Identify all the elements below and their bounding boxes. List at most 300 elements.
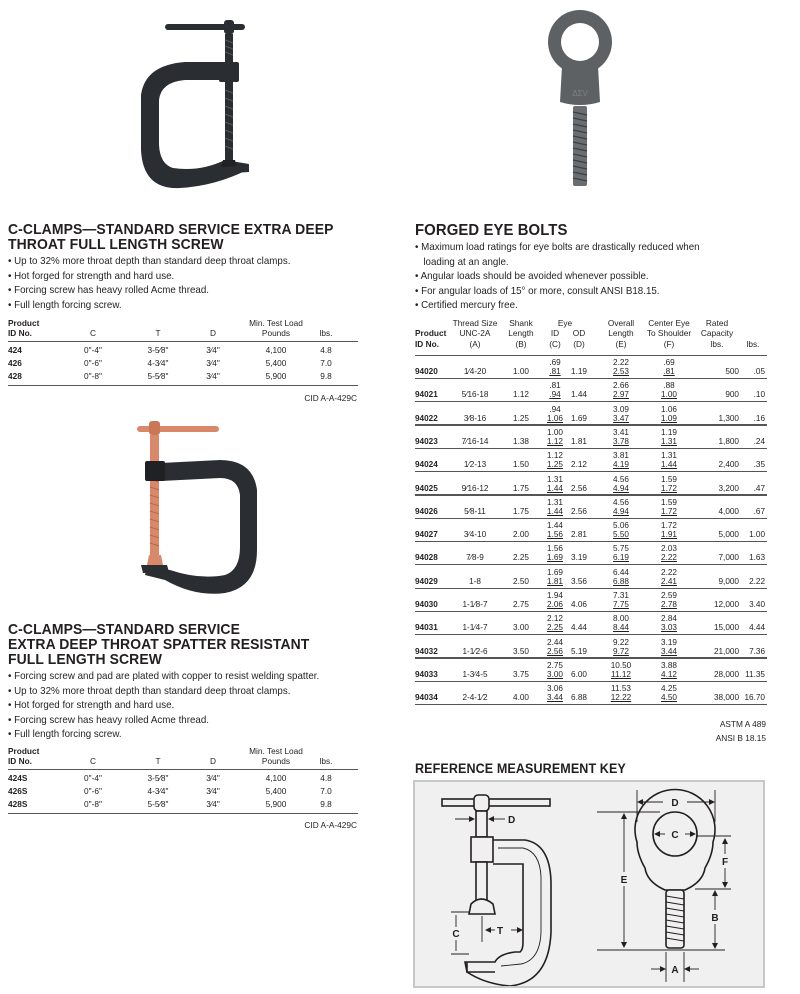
cell-id: 94021 [415,390,438,400]
cell-d: 3⁄4" [206,371,220,381]
cell-length-max: 4.19 [613,460,629,470]
header-id: ID No. [8,328,32,338]
clamp-diagram [442,795,551,986]
clamp2-table [8,746,358,816]
cell-eye-od: 4.44 [571,623,587,633]
bullet: • Up to 32% more throat depth than standard deep throat clamps. [8,255,291,267]
bullet: • Angular loads should be avoided whenever possible. [415,270,649,283]
cell-length-min: 7.31 [613,591,629,600]
cell-center-min: .88 [663,381,675,391]
header-shank: Shank [509,318,533,328]
cell-eye-od: 5.19 [571,646,587,656]
cell-shank: 2.75 [513,600,529,609]
eyebolt-row [415,356,767,379]
cell-thread: 3⁄4-10 [463,530,487,540]
cell-lbs: 7.0 [320,358,332,368]
header-id: ID No. [8,756,32,766]
cell-load: 4,100 [265,773,287,783]
cell-center-min: 4.25 [661,684,677,694]
header-overall-length: Length [608,328,634,338]
cell-c: 0"-6" [84,786,102,796]
header-eye-od-key: (D) [573,339,585,349]
cell-length-min: 9.22 [613,637,629,647]
cell-length-min: 4.56 [613,497,629,507]
eyebolt-row [415,612,767,635]
cell-eye-id-min: 3.06 [547,684,563,694]
cell-center-max: 1.00 [661,390,677,400]
cell-lbs: 7.0 [320,786,332,796]
cell-id: 94028 [415,553,438,563]
cell-lbs: .05 [753,367,765,376]
clamp1-title-line: THROAT FULL LENGTH SCREW [8,236,224,253]
cell-t: 3-5⁄8" [147,773,169,783]
cell-load: 4,100 [265,345,287,355]
bolt-label-c: C [671,830,679,841]
cell-center-min: 2.59 [661,591,677,600]
cell-thread: 1-1⁄8-7 [462,600,488,609]
header-eye-id-key: (C) [549,339,561,349]
header-c: C [90,756,96,766]
cell-eye-od: 3.19 [571,553,587,563]
cell-center-max: 2.78 [661,600,677,609]
cell-eye-id-max: 2.56 [547,646,563,656]
row-rule [415,704,767,705]
cell-thread: 9⁄16-12 [461,483,489,493]
cell-load: 5,900 [265,799,287,809]
header-thread: Thread Size [452,318,498,328]
header-lbs: lbs. [319,328,333,338]
cell-shank: 1.25 [513,413,529,423]
cell-center-max: 1.44 [661,460,677,470]
cell-thread: 1-1⁄4-7 [462,623,488,633]
cell-lbs: 2.22 [749,576,765,586]
cell-id: 94032 [415,646,438,656]
bullet: • Forcing screw has heavy rolled Acme thread. [8,284,209,297]
cell-eye-id-max: 1.25 [547,460,563,470]
header-eye: Eye [557,318,573,328]
cell-load: 5,400 [265,786,287,796]
cell-length-max: 5.50 [613,530,629,540]
cell-lbs: .24 [753,436,765,446]
cell-capacity: 5,000 [718,530,739,540]
cell-length-max: 8.44 [613,623,629,633]
cell-center-max: 1.09 [661,413,677,423]
clamp1-section [8,222,363,312]
cell-eye-id-max: .81 [549,367,561,376]
cell-length-max: 7.75 [613,600,629,609]
cell-thread: 1-1⁄2-6 [462,646,488,656]
cell-center-max: 1.72 [661,483,677,493]
cell-capacity: 500 [725,367,739,376]
header-shank-length: Length [508,328,534,338]
eyebolt-row [415,636,767,659]
header-lbs: lbs. [319,756,333,766]
cell-id: 94030 [415,600,438,609]
cell-load: 5,400 [265,358,287,368]
bolt-label-d: D [671,798,679,809]
header-load: Min. Test Load [249,746,303,756]
cell-capacity: 9,000 [718,576,739,586]
clamp1-title-line: C-CLAMPS—STANDARD SERVICE EXTRA DEEP [8,221,334,238]
cell-capacity: 900 [725,390,739,400]
cell-eye-od: 2.56 [571,483,587,493]
bolt-diagram [635,790,715,948]
header-thread-spec: UNC-2A [459,328,491,338]
cell-shank: 4.00 [513,693,529,703]
cell-lbs: .16 [753,413,765,423]
header-id: ID No. [415,339,439,349]
cell-length-max: 12.22 [610,693,632,703]
cell-id: 426 [8,358,22,368]
cell-c: 0"-6" [84,358,102,368]
cell-shank: 3.00 [513,623,529,633]
cell-center-max: 1.91 [661,530,677,540]
header-center-key: (F) [663,339,675,349]
cell-capacity: 38,000 [713,693,739,703]
header-shank-key: (B) [515,339,527,349]
header-capacity: Capacity [700,328,734,338]
cell-eye-id-min: 2.12 [547,614,563,624]
cell-d: 3⁄4" [206,786,220,796]
reference-key-diagram [415,782,763,986]
cell-center-max: 3.03 [661,623,677,633]
cell-length-min: 2.66 [613,381,629,391]
bolt-label-a: A [671,965,679,976]
cell-eye-id-max: 1.69 [547,553,563,563]
bolt-label-e: E [620,875,628,886]
cell-capacity: 2,400 [718,460,739,470]
cell-shank: 1.75 [513,506,529,516]
eyebolt-row [415,542,767,565]
cell-d: 3⁄4" [206,773,220,783]
header-d: D [210,328,216,338]
table-bottom-rule [8,813,358,814]
bullet: • Forcing screw and pad are plated with copper to resist welding spatter. [8,670,320,682]
cell-lbs: 11.35 [745,669,765,679]
cell-length-min: 3.81 [613,451,629,461]
cell-id: 428 [8,371,22,381]
clamp2-bullets [8,669,368,742]
cell-center-min: 1.59 [661,474,677,484]
bolt-label-f: F [721,857,729,868]
header-center: Center Eye [648,318,690,328]
header-load: Min. Test Load [249,318,303,328]
cell-center-min: 1.31 [661,451,677,461]
header-load-unit: Pounds [261,756,291,766]
clamp2-cid: CID A-A-429C [304,820,357,830]
header-rated: Rated [705,318,729,328]
eyebolt-row [415,566,767,589]
bullet: • Up to 32% more throat depth than standard deep throat clamps. [8,684,291,697]
bullet: • Maximum load ratings for eye bolts are drastically reduced when [415,241,700,253]
cell-eye-id-min: 1.56 [547,544,563,554]
cell-lbs: 1.00 [749,530,765,540]
cell-length-min: 4.56 [613,474,629,484]
eyebolts-title: FORGED EYE BOLTS [415,222,568,239]
cell-length-min: 11.53 [611,684,631,694]
cell-eye-id-max: 1.12 [547,436,563,446]
cell-center-min: 2.84 [661,614,677,624]
cell-length-max: 11.12 [611,669,631,679]
header-load-unit: Pounds [261,328,291,338]
cell-length-max: 2.53 [613,367,629,376]
header-rule [8,341,358,342]
cell-id: 94031 [415,623,438,633]
cell-lbs: .67 [753,506,765,516]
clamp1-cid: CID A-A-429C [304,393,357,403]
bullet: • Full length forcing screw. [8,728,122,741]
eyebolt-row [415,519,767,542]
cell-thread: 1⁄4-20 [463,367,487,376]
cell-c: 0"-4" [84,345,102,355]
cell-eye-id-min: 1.00 [547,427,563,437]
cell-eye-od: 3.56 [571,576,587,586]
clamp1-table [8,318,358,388]
header-capacity-unit: lbs. [710,339,724,349]
cell-center-max: 1.72 [661,506,677,516]
header-thread-key: (A) [469,339,481,349]
cell-length-min: 6.44 [613,567,629,577]
cell-id: 94023 [415,436,438,446]
cell-lbs: .35 [753,460,765,470]
header-t: T [155,328,161,338]
header-product: Product [415,328,447,338]
header-product: Product [8,746,40,756]
cell-eye-od: 1.19 [571,367,587,376]
cell-lbs: 7.36 [749,646,765,656]
cell-lbs: 4.44 [749,623,765,633]
cell-length-min: 3.09 [613,404,629,414]
cell-c: 0"-8" [84,371,102,381]
cell-eye-id-max: 2.25 [547,623,563,633]
cell-id: 426S [8,786,28,796]
cell-load: 5,900 [265,371,287,381]
cell-thread: 1⁄2-13 [463,460,487,470]
cell-eye-id-min: 1.12 [547,451,563,461]
standard-ansi: ANSI B 18.15 [715,733,766,743]
eyebolt-row [415,473,767,496]
cell-length-max: 4.94 [613,483,629,493]
cell-shank: 1.38 [513,436,529,446]
eyebolt-row [415,379,767,402]
cell-id: 94025 [415,483,438,493]
cell-shank: 1.12 [513,390,529,400]
clamp2-title-line: C-CLAMPS—STANDARD SERVICE [8,621,241,638]
cell-length-min: 8.00 [613,614,629,624]
header-overall: Overall [607,318,635,328]
cell-lbs: .10 [753,390,765,400]
clamp1-bullets [8,254,363,312]
cell-shank: 2.50 [513,576,529,586]
cell-eye-id-min: 1.69 [547,567,563,577]
cell-center-min: 1.59 [661,497,677,507]
cell-eye-od: 2.81 [571,530,587,540]
eyebolt-row [415,403,767,426]
cell-shank: 2.25 [513,553,529,563]
cell-eye-id-min: 1.31 [547,497,563,507]
eyebolts-section [415,222,775,313]
cell-lbs: 1.63 [749,553,765,563]
cell-eye-od: 6.00 [571,669,587,679]
cell-center-min: 3.88 [661,660,677,670]
cell-eye-id-min: .69 [549,358,561,367]
cell-center-max: 2.22 [661,553,677,563]
cell-center-min: 2.03 [661,544,677,554]
cell-lbs: 3.40 [749,600,765,609]
cell-length-max: 3.78 [613,436,629,446]
cell-thread: 1-8 [469,576,481,586]
cell-center-max: 4.12 [661,669,677,679]
cell-length-max: 4.94 [613,506,629,516]
cell-shank: 3.50 [513,646,529,656]
cell-capacity: 1,300 [718,413,739,423]
cell-eye-id-min: 1.44 [547,521,563,531]
cell-t: 5-5⁄8" [147,371,169,381]
cell-c: 0"-8" [84,799,102,809]
cell-lbs: 9.8 [320,371,332,381]
cell-lbs: 4.8 [320,773,332,783]
bullet: • Hot forged for strength and hard use. [8,699,175,712]
eyebolts-bullets [415,240,775,313]
cell-id: 94034 [415,693,438,703]
clamp-label-t: T [496,926,504,937]
cell-thread: 5⁄8-11 [464,506,486,516]
cell-shank: 1.00 [513,367,529,376]
cell-t: 4-3⁄4" [147,786,169,796]
header-c: C [90,328,96,338]
cell-eye-od: 2.12 [571,460,587,470]
cell-eye-id-max: .94 [549,390,561,400]
cell-t: 5-5⁄8" [147,799,169,809]
cell-eye-id-min: .94 [549,404,561,414]
cell-eye-id-max: 1.44 [547,483,563,493]
cell-d: 3⁄4" [206,345,220,355]
cell-capacity: 1,800 [718,436,739,446]
cell-eye-id-min: 1.94 [547,591,563,600]
cell-center-min: .69 [663,358,675,367]
cell-length-min: 3.41 [613,427,629,437]
bullet: • Forcing screw has heavy rolled Acme thread. [8,713,209,726]
cell-t: 3-5⁄8" [147,345,169,355]
cell-eye-od: 4.06 [571,600,587,609]
header-product: Product [8,318,40,328]
cell-id: 424S [8,773,28,783]
bolt-stamp: ΔΣV [572,89,588,98]
eyebolt-row [415,426,767,449]
standard-astm: ASTM A 489 [719,719,766,729]
header-eye-id: ID [550,328,560,338]
reference-key-title: REFERENCE MEASUREMENT KEY [415,761,626,776]
cell-center-max: 3.44 [661,646,677,656]
cell-length-min: 10.50 [610,660,632,670]
cell-eye-od: 1.69 [571,413,587,423]
clamp-image-black [125,10,275,200]
cell-d: 3⁄4" [206,799,220,809]
bullet: • For angular loads of 15° or more, consult ANSI B18.15. [415,284,660,297]
cell-center-min: 1.19 [661,427,677,437]
cell-id: 94026 [415,506,438,516]
cell-center-min: 1.72 [661,521,677,531]
cell-lbs: 4.8 [320,345,332,355]
cell-length-max: 2.97 [613,390,629,400]
clamp-label-c: C [452,929,460,940]
cell-eye-id-max: 1.06 [547,413,563,423]
clamp-label-d: D [508,815,516,826]
cell-thread: 2-4-1⁄2 [462,693,488,703]
clamp2-title-line: FULL LENGTH SCREW [8,651,163,668]
cell-id: 424 [8,345,22,355]
cell-eye-id-max: 1.44 [547,506,563,516]
cell-lbs: 16.70 [744,693,765,703]
cell-c: 0"-4" [84,773,102,783]
cell-capacity: 15,000 [713,623,739,633]
header-lbs: lbs. [746,339,760,349]
cell-eye-id-min: .81 [549,381,561,391]
bullet: • Hot forged for strength and hard use. [8,269,175,282]
cell-eye-od: 1.44 [571,390,587,400]
cell-length-min: 2.22 [613,358,629,367]
cell-eye-id-max: 1.81 [547,576,563,586]
cell-eye-id-max: 3.00 [547,669,563,679]
eye-bolt-image [540,6,620,191]
cell-center-max: 1.31 [661,436,677,446]
eyebolt-row [415,682,767,705]
cell-center-max: 4.50 [661,693,677,703]
cell-center-min: 1.06 [661,404,677,414]
cell-center-min: 2.22 [661,567,677,577]
reference-key-panel [413,780,765,988]
cell-id: 428S [8,799,28,809]
cell-capacity: 7,000 [718,553,739,563]
bullet: • Full length forcing screw. [8,298,122,311]
cell-id: 94022 [415,413,438,423]
cell-capacity: 28,000 [713,669,739,679]
cell-capacity: 12,000 [713,600,739,609]
cell-center-max: 2.41 [661,576,677,586]
bullet: • Certified mercury free. [415,299,518,312]
cell-length-min: 5.75 [613,544,629,554]
cell-thread: 5⁄16-18 [461,390,489,400]
eyebolt-row [415,659,767,682]
cell-eye-od: 1.81 [571,436,587,446]
cell-center-max: .81 [663,367,675,376]
cell-shank: 2.00 [513,530,529,540]
eyebolt-row [415,496,767,519]
cell-eye-id-max: 3.44 [547,693,563,703]
cell-thread: 7⁄16-14 [461,436,489,446]
header-eye-od: OD [572,328,586,338]
bolt-label-b: B [711,913,719,924]
clamp2-title-line: EXTRA DEEP THROAT SPATTER RESISTANT [8,636,310,653]
cell-eye-od: 6.88 [571,693,587,703]
cell-center-min: 3.19 [661,637,677,647]
table-bottom-rule [8,385,358,386]
cell-eye-id-max: 2.06 [547,600,563,609]
cell-eye-od: 2.56 [571,506,587,516]
cell-length-max: 6.88 [613,576,629,586]
cell-eye-id-min: 1.31 [547,474,563,484]
cell-thread: 1-3⁄4-5 [462,669,488,679]
cell-id: 94020 [415,367,438,376]
bullet: loading at an angle. [423,255,509,268]
header-center-shoulder: To Shoulder [646,328,692,338]
cell-capacity: 21,000 [713,646,739,656]
header-d: D [210,756,216,766]
cell-d: 3⁄4" [206,358,220,368]
eyebolts-table [415,318,767,718]
cell-id: 94027 [415,530,438,540]
cell-length-min: 5.06 [613,521,629,531]
